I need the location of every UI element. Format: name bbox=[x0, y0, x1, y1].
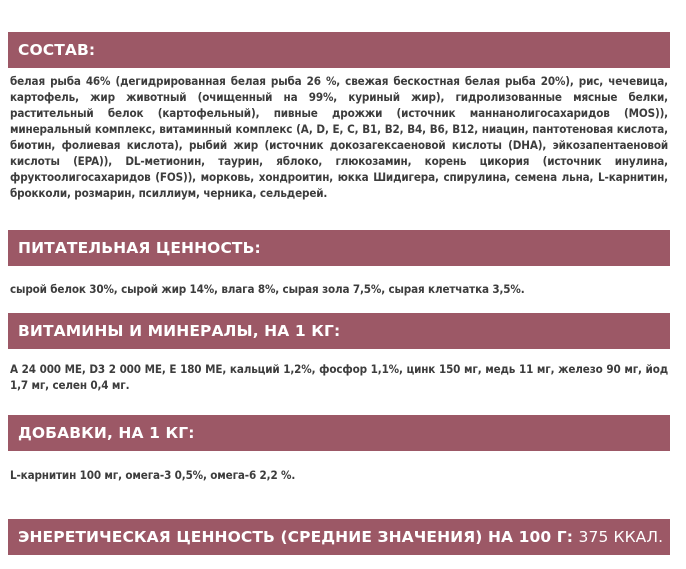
energy-value: 375 ККАЛ. bbox=[578, 528, 664, 546]
additives-title: ДОБАВКИ, НА 1 КГ: bbox=[18, 424, 195, 442]
vitamins-section bbox=[8, 313, 670, 415]
additives-header bbox=[8, 415, 670, 451]
vitamins-title: ВИТАМИНЫ И МИНЕРАЛЫ, НА 1 КГ: bbox=[18, 322, 341, 340]
nutrition-section bbox=[8, 230, 670, 313]
energy-title: ЭНЕРЕТИЧЕСКАЯ ЦЕННОСТЬ (СРЕДНИЕ ЗНАЧЕНИЯ) НА 100 Г: bbox=[18, 528, 579, 546]
product-info-sheet bbox=[8, 32, 670, 555]
nutrition-title: ПИТАТЕЛЬНАЯ ЦЕННОСТЬ: bbox=[18, 239, 261, 257]
energy-section bbox=[8, 519, 670, 555]
composition-header bbox=[8, 32, 670, 68]
vitamins-header bbox=[8, 313, 670, 349]
vitamins-text: A 24 000 МЕ, D3 2 000 МЕ, E 180 МЕ, кальций 1,2%, фосфор 1,1%, цинк 150 мг, медь 11 мг, железо 90 мг, йод 1,7 мг, селен 0,4 мг. bbox=[10, 362, 668, 392]
composition-title: СОСТАВ: bbox=[18, 41, 96, 59]
additives-text: L-карнитин 100 мг, омега-3 0,5%, омега-6 2,2 %. bbox=[10, 468, 296, 482]
energy-header bbox=[8, 519, 670, 555]
nutrition-text: сырой белок 30%, сырой жир 14%, влага 8%, сырая зола 7,5%, сырая клетчатка 3,5%. bbox=[10, 282, 525, 296]
additives-section bbox=[8, 415, 670, 519]
composition-text: белая рыба 46% (дегидрированная белая рыба 26 %, свежая бескостная белая рыба 20%), рис, чечевица, картофель, жир животный (очищенный на 99%, куриный жир), гидролизованные мясные белки, растительный белок (картофельный), пивные дрожжи (источник маннанолигосахаридов (MOS)), минеральный комплекс, витаминный комплекс (A, D, E, C, B1, B2, B4, B6, B12, ниацин, пантотеновая кислота, биотин, фолиевая кислота), рыбий жир (источник докозагексаеновой кислоты (DHA), эйкозапентаеновой кислоты (EPA)), DL-метионин, таурин, яблоко, глюкозамин, корень цикория (источник инулина, фруктоолигосахаридов (FOS)), морковь, хондроитин, юкка Шидигера, спирулина, семена льна, L-карнитин, брокколи, розмарин, псиллиум, черника, сельдерей. bbox=[10, 74, 668, 200]
nutrition-header bbox=[8, 230, 670, 266]
composition-section bbox=[8, 32, 670, 230]
